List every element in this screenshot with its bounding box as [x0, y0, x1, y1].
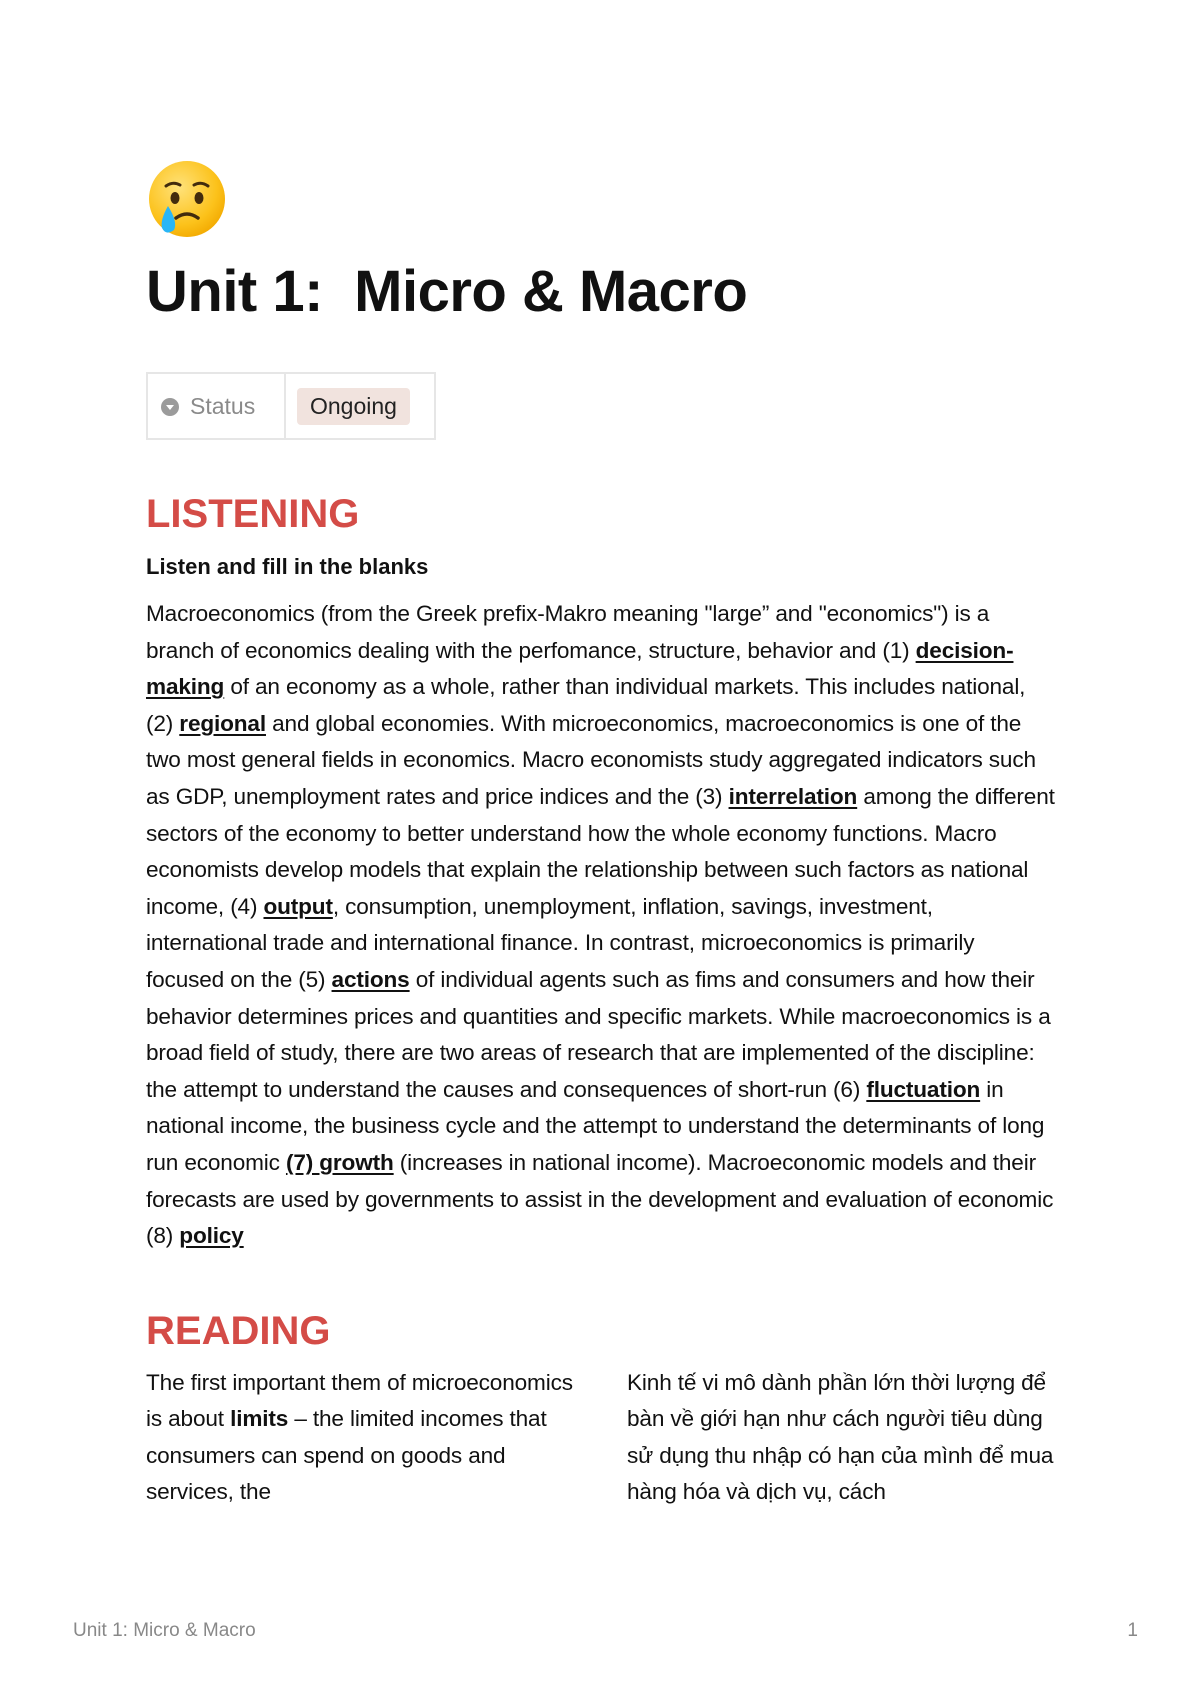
text-segment: The first important them of microeconomics is about	[146, 1369, 573, 1432]
text-segment: – the limited incomes that consumers can spend on goods and services, the	[146, 1406, 547, 1505]
reading-heading: READING	[146, 1308, 331, 1353]
footer-page-number: 1	[1127, 1620, 1138, 1641]
text-segment: (increases in national income). Macroeconomic models and their forecasts are used by governments to assist in the development and evaluation of economic (8)	[146, 1149, 1054, 1249]
text-segment: and global economies. With microeconomics, macroeconomics is one of the two most general fields in economics. Macro economists study aggregated indicators such as GDP, unemployment rates and price indices and the (3)	[146, 710, 1036, 809]
text-segment: in national income, the business cycle and the attempt to understand the determinants of long run economic	[146, 1076, 1045, 1175]
reading-columns	[146, 1365, 1056, 1511]
status-property-value[interactable]	[286, 374, 434, 438]
blank-answer: policy	[179, 1223, 244, 1249]
reading-vietnamese-column	[627, 1365, 1056, 1511]
bold-term: limits	[230, 1406, 289, 1432]
listening-instructions: Listen and fill in the blanks	[146, 554, 429, 579]
reading-vietnamese-text: Kinh tế vi mô dành phần lớn thời lượng để bàn về giới hạn như cách người tiêu dùng sử dụng thu nhập có hạn của mình để mua hàng hóa và dịch vụ, cách	[627, 1369, 1054, 1505]
blank-answer: decision-making	[146, 637, 1014, 700]
properties-table	[146, 372, 436, 440]
text-segment: among the different sectors of the economy to better understand how the whole economy functions. Macro economists develop models that explain the relationship between such factors as national income, (4)	[146, 783, 1055, 919]
blank-answer: output	[263, 893, 333, 919]
crying-face-emoji-icon	[146, 158, 228, 240]
blank-answer: fluctuation	[866, 1076, 981, 1102]
blank-answer: actions	[331, 966, 410, 992]
text-segment: Macroeconomics (from the Greek prefix-Makro meaning "large” and "economics") is a branch of economics dealing with the perfomance, structure, behavior and (1)	[146, 601, 990, 663]
status-property-key	[148, 374, 286, 438]
status-property-label: Status	[190, 392, 256, 419]
text-segment: of an economy as a whole, rather than individual markets. This includes national, (2)	[146, 674, 1026, 736]
status-badge[interactable]: Ongoing	[297, 388, 410, 425]
page-title: Unit 1: Micro & Macro	[146, 259, 748, 324]
status-property-icon	[160, 396, 180, 416]
blank-answer: regional	[179, 710, 266, 736]
reading-english-text	[146, 1365, 573, 1511]
blank-answer: (7) growth	[285, 1149, 394, 1175]
document-page	[146, 158, 1056, 1511]
blank-answer: interrelation	[728, 783, 858, 809]
listening-paragraph	[146, 596, 1056, 1255]
footer-document-title: Unit 1: Micro & Macro	[73, 1620, 256, 1641]
text-segment: , consumption, unemployment, inflation, savings, investment, international trade and international finance. In contrast, microeconomics is primarily focused on the (5)	[146, 893, 975, 992]
text-segment: of individual agents such as fims and consumers and how their behavior determines prices and quantities and specific markets. While macroeconomics is a broad field of study, there are two areas of research that are implemented of the discipline: the attempt to understand the causes and consequences of short-run (6)	[146, 966, 1051, 1102]
reading-english-column	[146, 1365, 573, 1511]
listening-heading: LISTENING	[146, 492, 360, 536]
